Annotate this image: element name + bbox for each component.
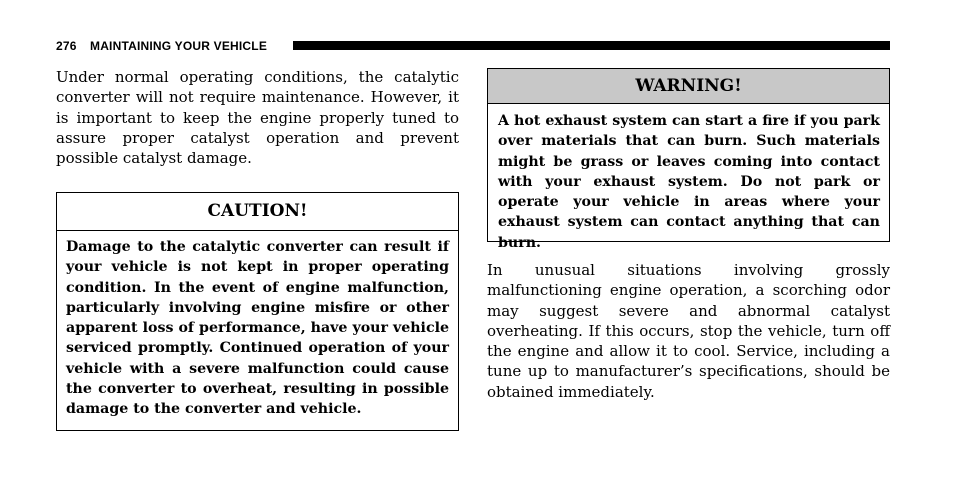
page-header [56,38,890,54]
page-number: 276 [56,39,77,53]
intro-paragraph: Under normal operating conditions, the catalytic converter will not require maintenance. However, it is important to keep the engine properly tuned to assure proper catalyst operation and prevent possible catalyst damage. [56,68,459,168]
followup-paragraph: In unusual situations involving grossly malfunctioning engine operation, a scorching odor may suggest severe and abnormal catalyst overheating. If this occurs, stop the vehicle, turn off the engine and allow it to cool. Service, including a tune up to manufacturer’s specifications, should be obtained immediately. [487,261,890,401]
warning-box [487,68,890,251]
caution-box [56,192,459,431]
warning-text: A hot exhaust system can start a fire if you park over materials that can burn. Such materials might be grass or leaves coming into contact with your exhaust system. Do not park or operate your vehicle in areas where your exhaust system can contact anything that can burn. [498,113,880,251]
caution-text: Damage to the catalytic converter can result if your vehicle is not kept in proper operating condition. In the event of engine malfunction, particularly involving engine misfire or other apparent loss of performance, have your vehicle serviced promptly. Continued operation of your vehicle with a severe malfunction could cause the converter to overheat, resulting in possible damage to the converter and vehicle. [66,239,449,418]
header-rule [293,41,890,50]
caution-title: CAUTION! [57,193,458,231]
warning-title: WARNING! [488,69,889,104]
section-title: MAINTAINING YOUR VEHICLE [90,39,268,53]
